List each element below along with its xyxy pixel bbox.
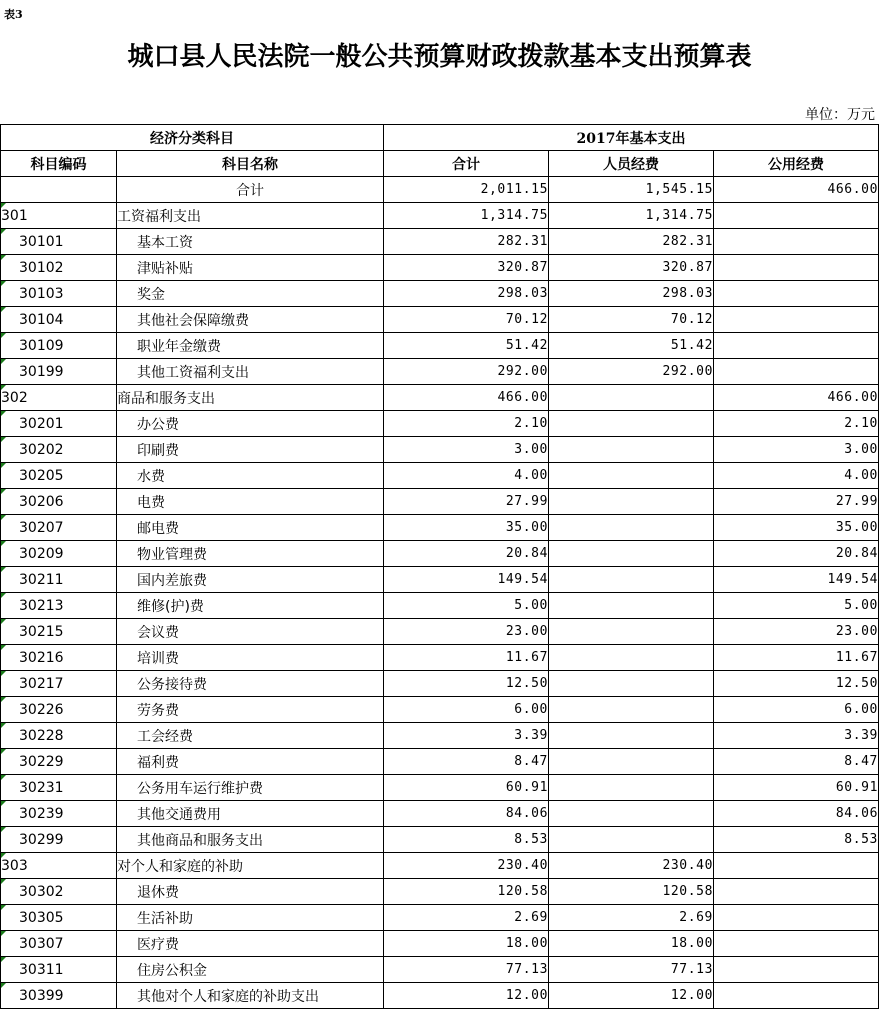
table-row [1,385,879,411]
row-public: 149.54 [714,567,879,593]
row-personnel: 12.00 [549,983,714,1009]
row-personnel [549,437,714,463]
row-code [1,775,117,801]
row-code-text: 302 [1,389,28,406]
row-code-text: 30299 [19,831,64,848]
row-code [1,749,117,775]
row-name: 会议费 [117,619,384,645]
row-total: 8.47 [384,749,549,775]
row-code [1,983,117,1009]
text-cell-marker-icon [1,489,6,494]
row-name: 职业年金缴费 [117,333,384,359]
row-public: 23.00 [714,619,879,645]
row-name: 工资福利支出 [117,203,384,229]
row-public: 20.84 [714,541,879,567]
row-code [1,411,117,437]
row-public [714,229,879,255]
table-row [1,593,879,619]
text-cell-marker-icon [1,879,6,884]
table-row [1,671,879,697]
row-code [1,515,117,541]
table-row [1,515,879,541]
row-personnel [549,463,714,489]
table-row [1,203,879,229]
row-total: 51.42 [384,333,549,359]
row-code-text: 30206 [19,493,64,510]
header-code: 科目编码 [1,151,117,177]
text-cell-marker-icon [1,463,6,468]
text-cell-marker-icon [1,359,6,364]
table-row [1,255,879,281]
row-total: 35.00 [384,515,549,541]
row-code-text: 30399 [19,987,64,1004]
text-cell-marker-icon [1,307,6,312]
row-total: 23.00 [384,619,549,645]
row-code [1,333,117,359]
table-row [1,489,879,515]
text-cell-marker-icon [1,515,6,520]
row-personnel: 282.31 [549,229,714,255]
row-total: 27.99 [384,489,549,515]
row-total: 1,314.75 [384,203,549,229]
unit-label: 单位：万元 [805,107,875,123]
row-personnel [549,619,714,645]
row-public [714,931,879,957]
row-code [1,489,117,515]
row-code-text: 30103 [19,285,64,302]
row-total: 2,011.15 [384,177,549,203]
row-personnel [549,697,714,723]
row-name: 电费 [117,489,384,515]
table-row [1,359,879,385]
row-total: 466.00 [384,385,549,411]
table-row [1,827,879,853]
row-code-text: 30217 [19,675,64,692]
row-code [1,671,117,697]
table-row [1,957,879,983]
header-name: 科目名称 [117,151,384,177]
row-code [1,281,117,307]
row-total: 18.00 [384,931,549,957]
row-total: 11.67 [384,645,549,671]
text-cell-marker-icon [1,827,6,832]
row-code [1,177,117,203]
text-cell-marker-icon [1,541,6,546]
row-personnel [549,411,714,437]
text-cell-marker-icon [1,619,6,624]
row-name: 退休费 [117,879,384,905]
row-public: 12.50 [714,671,879,697]
header-total: 合计 [384,151,549,177]
row-name: 劳务费 [117,697,384,723]
row-public: 3.00 [714,437,879,463]
table-row [1,931,879,957]
text-cell-marker-icon [1,931,6,936]
row-total: 230.40 [384,853,549,879]
row-name: 奖金 [117,281,384,307]
row-personnel [549,723,714,749]
row-code-text: 30302 [19,883,64,900]
row-code [1,463,117,489]
table-row [1,723,879,749]
row-code [1,645,117,671]
row-public [714,203,879,229]
row-public: 11.67 [714,645,879,671]
row-code-text: 30104 [19,311,64,328]
row-public: 35.00 [714,515,879,541]
row-public: 4.00 [714,463,879,489]
row-personnel [549,801,714,827]
row-code-text: 30216 [19,649,64,666]
text-cell-marker-icon [1,255,6,260]
row-personnel: 77.13 [549,957,714,983]
row-name: 其他工资福利支出 [117,359,384,385]
row-code [1,229,117,255]
table-row [1,619,879,645]
row-personnel: 230.40 [549,853,714,879]
row-personnel: 320.87 [549,255,714,281]
row-code [1,723,117,749]
row-name: 生活补助 [117,905,384,931]
table-row [1,853,879,879]
row-code [1,359,117,385]
row-code [1,697,117,723]
text-cell-marker-icon [1,593,6,598]
row-name: 其他社会保障缴费 [117,307,384,333]
row-personnel: 18.00 [549,931,714,957]
table-row [1,983,879,1009]
page-title: 城口县人民法院一般公共预算财政拨款基本支出预算表 [127,42,752,72]
row-total: 70.12 [384,307,549,333]
row-code [1,307,117,333]
table-row [1,463,879,489]
row-total: 292.00 [384,359,549,385]
row-code-text: 30209 [19,545,64,562]
table-row [1,749,879,775]
row-public: 2.10 [714,411,879,437]
text-cell-marker-icon [1,567,6,572]
row-total: 5.00 [384,593,549,619]
text-cell-marker-icon [1,281,6,286]
table-body [1,177,879,1009]
table-row [1,333,879,359]
row-name: 物业管理费 [117,541,384,567]
text-cell-marker-icon [1,333,6,338]
row-name: 合计 [117,177,384,203]
row-name: 其他对个人和家庭的补助支出 [117,983,384,1009]
text-cell-marker-icon [1,203,6,208]
row-code [1,437,117,463]
header-public: 公用经费 [714,151,879,177]
text-cell-marker-icon [1,801,6,806]
row-code-text: 30211 [19,571,64,588]
header-economic-category: 经济分类科目 [1,125,384,151]
text-cell-marker-icon [1,983,6,988]
header-personnel: 人员经费 [549,151,714,177]
row-name: 其他商品和服务支出 [117,827,384,853]
table-row [1,437,879,463]
row-code [1,619,117,645]
header-group-row [1,125,879,151]
row-total: 6.00 [384,697,549,723]
row-public [714,281,879,307]
row-name: 培训费 [117,645,384,671]
row-public [714,879,879,905]
row-personnel [549,749,714,775]
row-code [1,957,117,983]
row-personnel [549,645,714,671]
row-public: 84.06 [714,801,879,827]
row-name: 工会经费 [117,723,384,749]
row-total: 8.53 [384,827,549,853]
text-cell-marker-icon [1,775,6,780]
row-total: 12.00 [384,983,549,1009]
row-code-text: 30102 [19,259,64,276]
row-name: 对个人和家庭的补助 [117,853,384,879]
row-public: 3.39 [714,723,879,749]
text-cell-marker-icon [1,671,6,676]
table-row [1,177,879,203]
text-cell-marker-icon [1,229,6,234]
row-public: 8.47 [714,749,879,775]
row-public [714,333,879,359]
row-name: 公务用车运行维护费 [117,775,384,801]
row-name: 医疗费 [117,931,384,957]
row-public: 6.00 [714,697,879,723]
row-total: 3.39 [384,723,549,749]
row-code-text: 30199 [19,363,64,380]
row-total: 60.91 [384,775,549,801]
budget-table [0,124,879,1009]
row-code [1,593,117,619]
row-code [1,931,117,957]
row-code [1,879,117,905]
row-name: 商品和服务支出 [117,385,384,411]
text-cell-marker-icon [1,385,6,390]
row-public [714,255,879,281]
table-row [1,307,879,333]
row-personnel [549,567,714,593]
row-code-text: 30239 [19,805,64,822]
row-personnel: 298.03 [549,281,714,307]
row-total: 77.13 [384,957,549,983]
row-personnel [549,515,714,541]
row-total: 298.03 [384,281,549,307]
text-cell-marker-icon [1,905,6,910]
row-name: 其他交通费用 [117,801,384,827]
text-cell-marker-icon [1,853,6,858]
row-name: 公务接待费 [117,671,384,697]
row-public [714,307,879,333]
row-public [714,359,879,385]
row-total: 20.84 [384,541,549,567]
text-cell-marker-icon [1,411,6,416]
row-code [1,567,117,593]
row-code [1,541,117,567]
row-public: 60.91 [714,775,879,801]
text-cell-marker-icon [1,723,6,728]
row-code [1,905,117,931]
row-total: 4.00 [384,463,549,489]
row-personnel: 120.58 [549,879,714,905]
row-name: 基本工资 [117,229,384,255]
text-cell-marker-icon [1,437,6,442]
table-row [1,645,879,671]
row-code-text: 30109 [19,337,64,354]
row-code-text: 30205 [19,467,64,484]
table-number-label: 表3 [4,8,23,21]
row-name: 办公费 [117,411,384,437]
table-row [1,541,879,567]
row-name: 水费 [117,463,384,489]
table-row [1,697,879,723]
row-public: 466.00 [714,385,879,411]
row-name: 邮电费 [117,515,384,541]
row-personnel [549,385,714,411]
row-name: 印刷费 [117,437,384,463]
row-code-text: 30207 [19,519,64,536]
row-name: 福利费 [117,749,384,775]
row-code-text: 30201 [19,415,64,432]
row-total: 320.87 [384,255,549,281]
row-total: 282.31 [384,229,549,255]
row-code [1,255,117,281]
row-personnel [549,775,714,801]
row-public: 27.99 [714,489,879,515]
row-code-text: 30215 [19,623,64,640]
table-row [1,281,879,307]
row-code-text: 30101 [19,233,64,250]
row-personnel [549,827,714,853]
row-code-text: 30226 [19,701,64,718]
table-row [1,229,879,255]
row-total: 149.54 [384,567,549,593]
text-cell-marker-icon [1,697,6,702]
row-code-text: 30305 [19,909,64,926]
row-public: 466.00 [714,177,879,203]
row-total: 3.00 [384,437,549,463]
row-personnel: 2.69 [549,905,714,931]
row-code-text: 30231 [19,779,64,796]
row-total: 12.50 [384,671,549,697]
table-row [1,411,879,437]
table-row [1,775,879,801]
row-code [1,827,117,853]
row-public [714,983,879,1009]
row-personnel: 1,314.75 [549,203,714,229]
row-public: 8.53 [714,827,879,853]
row-code-text: 30307 [19,935,64,952]
row-personnel: 1,545.15 [549,177,714,203]
row-name: 津贴补贴 [117,255,384,281]
row-personnel: 70.12 [549,307,714,333]
row-name: 维修(护)费 [117,593,384,619]
row-public [714,957,879,983]
table-row [1,905,879,931]
header-basic-expenditure: 2017年基本支出 [384,125,879,151]
row-personnel: 51.42 [549,333,714,359]
row-code [1,853,117,879]
row-code-text: 303 [1,857,28,874]
row-code-text: 30229 [19,753,64,770]
row-total: 120.58 [384,879,549,905]
text-cell-marker-icon [1,645,6,650]
row-code [1,203,117,229]
text-cell-marker-icon [1,749,6,754]
row-code-text: 30202 [19,441,64,458]
header-column-row [1,151,879,177]
row-total: 2.10 [384,411,549,437]
row-personnel [549,593,714,619]
row-code [1,385,117,411]
row-name: 住房公积金 [117,957,384,983]
table-row [1,879,879,905]
row-personnel: 292.00 [549,359,714,385]
row-total: 84.06 [384,801,549,827]
row-name: 国内差旅费 [117,567,384,593]
row-code-text: 30213 [19,597,64,614]
row-personnel [549,671,714,697]
row-public: 5.00 [714,593,879,619]
text-cell-marker-icon [1,957,6,962]
row-code-text: 30228 [19,727,64,744]
row-code [1,801,117,827]
row-code-text: 30311 [19,961,64,978]
row-personnel [549,489,714,515]
table-row [1,567,879,593]
row-personnel [549,541,714,567]
row-public [714,905,879,931]
row-public [714,853,879,879]
table-row [1,801,879,827]
row-total: 2.69 [384,905,549,931]
row-code-text: 301 [1,207,28,224]
